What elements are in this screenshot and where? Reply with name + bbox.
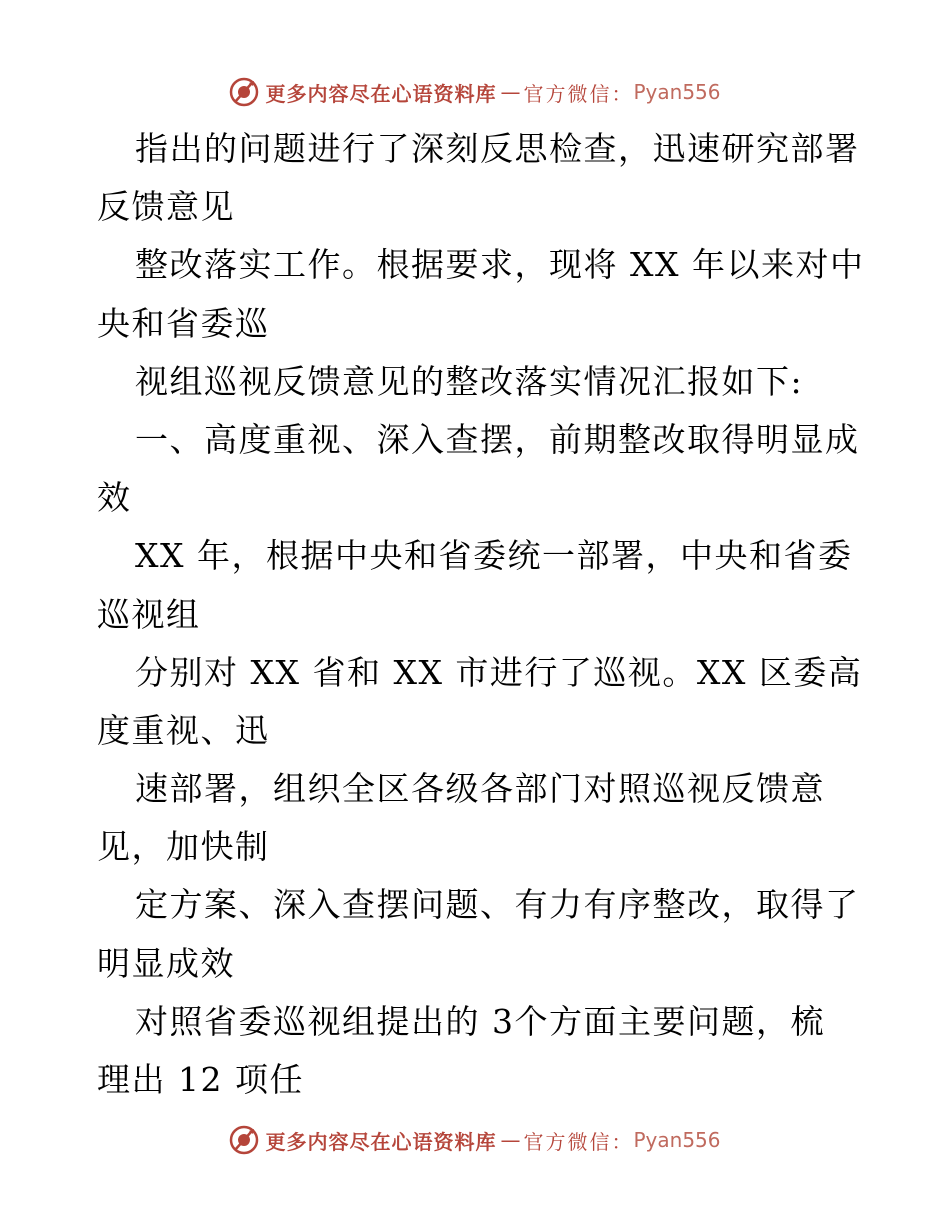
- body-line: XX 年，根据中央和省委统一部署，中央和省委: [135, 536, 853, 576]
- body-line: 度重视、迅: [97, 710, 270, 750]
- brand-logo-icon: [229, 77, 259, 107]
- footer-watermark-banner: [0, 1120, 950, 1160]
- banner-contact-value: Pyan556: [633, 1128, 721, 1152]
- body-line: 明显成效: [97, 943, 235, 983]
- body-line: 理出 12 项任: [97, 1060, 304, 1099]
- body-line: 对照省委巡视组提出的 3个方面主要问题，梳: [135, 1001, 825, 1041]
- body-line: 见，加快制: [97, 827, 270, 867]
- banner-contact-label: 官方微信：: [523, 1129, 634, 1154]
- header-watermark-banner: [0, 72, 950, 112]
- document-body: [97, 120, 867, 1109]
- section-heading-line: 效: [97, 478, 132, 518]
- body-line: 指出的问题进行了深刻反思检查，迅速研究部署: [135, 129, 860, 168]
- body-line: 速部署，组织全区各级各部门对照巡视反馈意: [135, 769, 825, 809]
- banner-contact-label: 官方微信：: [523, 81, 634, 106]
- brand-logo-icon: [229, 1125, 259, 1155]
- body-line: 巡视组: [97, 594, 201, 634]
- body-line: 央和省委巡: [97, 303, 270, 343]
- body-line: 整改落实工作。根据要求，现将 XX 年以来对中: [135, 245, 865, 285]
- section-heading-line: 一、高度重视、深入查摆，前期整改取得明显成: [135, 419, 860, 459]
- banner-contact-value: Pyan556: [633, 80, 721, 104]
- banner-text: 更多内容尽在心语资料库: [265, 1129, 497, 1154]
- banner-text: 更多内容尽在心语资料库: [265, 81, 497, 106]
- body-line: 定方案、深入查摆问题、有力有序整改，取得了: [135, 885, 860, 925]
- body-line: 反馈意见: [97, 187, 235, 227]
- body-line: 视组巡视反馈意见的整改落实情况汇报如下:: [135, 361, 804, 401]
- banner-separator: —: [500, 1128, 520, 1152]
- banner-separator: —: [500, 80, 520, 104]
- body-line: 分别对 XX 省和 XX 市进行了巡视。XX 区委高: [135, 652, 863, 692]
